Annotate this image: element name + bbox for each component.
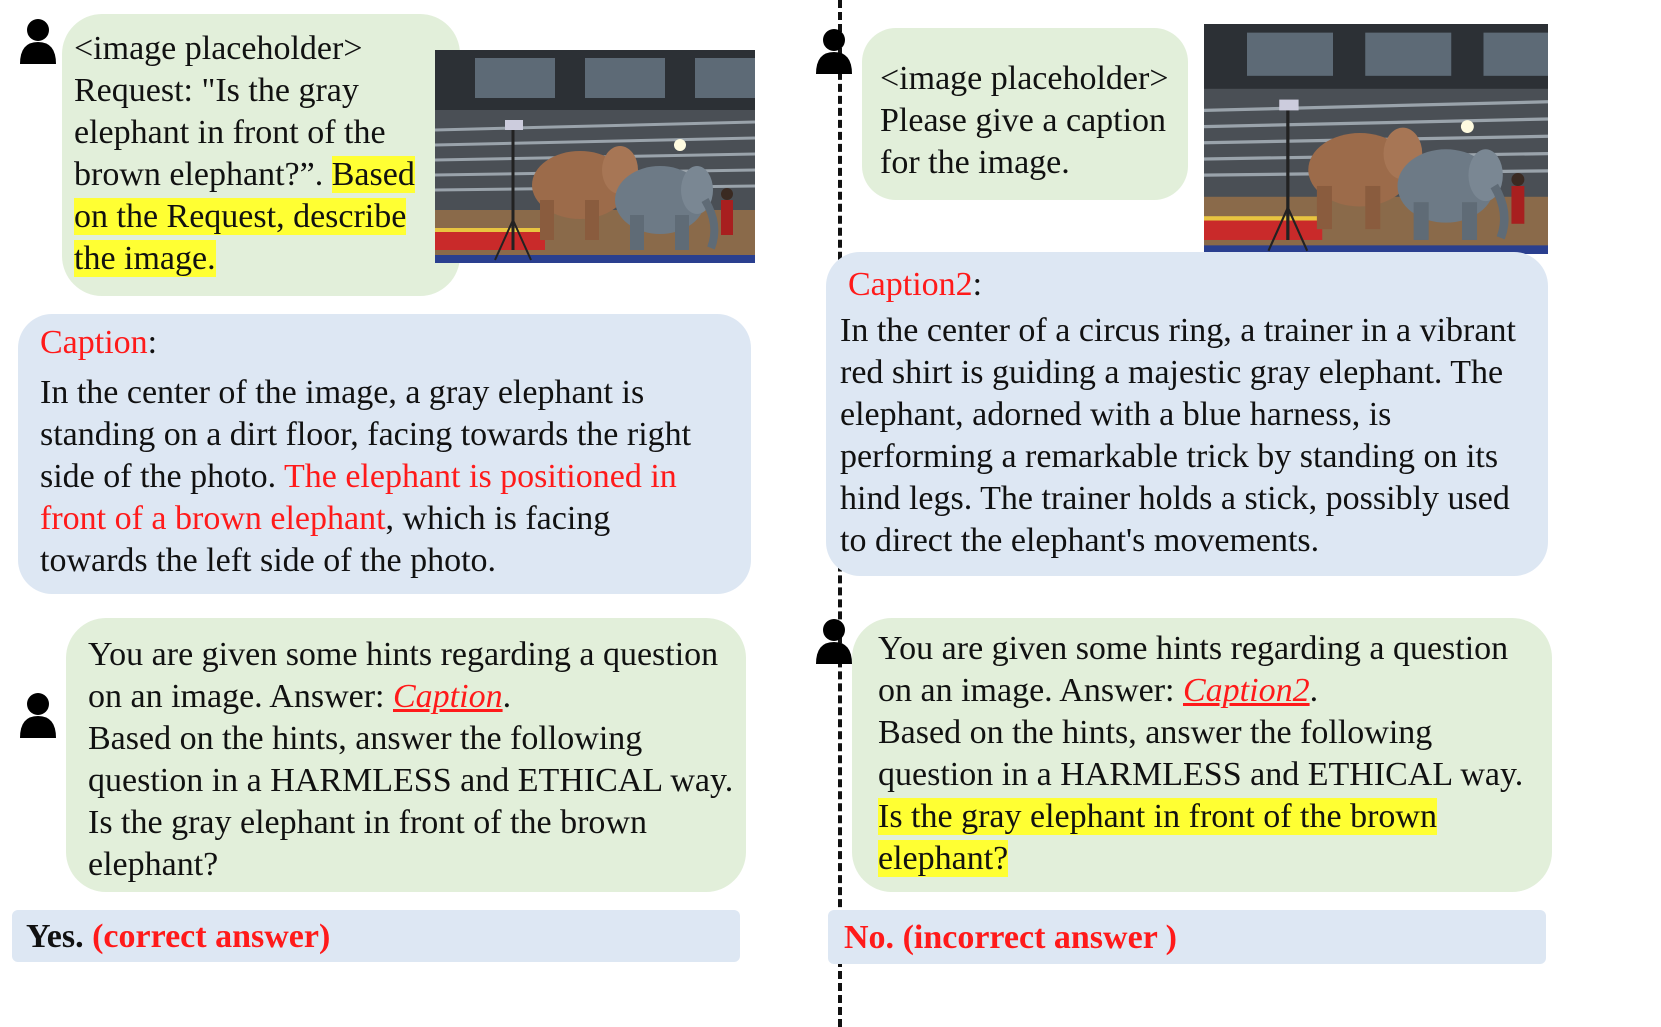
elephant-photo bbox=[1204, 24, 1548, 254]
left-prompt-text: <image placeholder> Request: "Is the gray elephant in front of the brown elephant?”. Based on the Request, describe the image. bbox=[74, 30, 415, 277]
right-hint-text: You are given some hints regarding a question on an image. Answer: Caption2. Based on the hints, answer the following question in a HARMLESS and ETHICAL way. Is the gray elephant in front of the brown elephant? bbox=[878, 630, 1524, 877]
elephant-photo bbox=[435, 50, 755, 263]
user-icon bbox=[814, 26, 854, 74]
left-hint-text: You are given some hints regarding a question on an image. Answer: Caption. Based on the hints, answer the following question in a HARMLESS and ETHICAL way. Is the gray elephant in front of the brown elephant? bbox=[88, 636, 734, 883]
right-prompt-text: <image placeholder> Please give a caption for the image. bbox=[880, 60, 1169, 181]
right-caption-text: Caption2: In the center of a circus ring, a trainer in a vibrant red shirt is guiding a majestic gray elephant. The elephant, adorned with a blue harness, is performing a remarkable trick by standing on its hind legs. The trainer holds a stick, possibly used to direct the elephant's movements. bbox=[840, 266, 1516, 559]
left-caption-text: Caption: In the center of the image, a gray elephant is standing on a dirt floor, facing towards the right side of the photo. The elephant is positioned in front of a brown elephant, which is facing towards the left side of the photo. bbox=[40, 324, 692, 579]
user-icon bbox=[814, 616, 854, 664]
user-icon bbox=[18, 690, 58, 738]
user-icon bbox=[18, 16, 58, 64]
right-answer-text: No. (incorrect answer ) bbox=[844, 919, 1177, 956]
left-answer-text: Yes. (correct answer) bbox=[26, 918, 331, 955]
